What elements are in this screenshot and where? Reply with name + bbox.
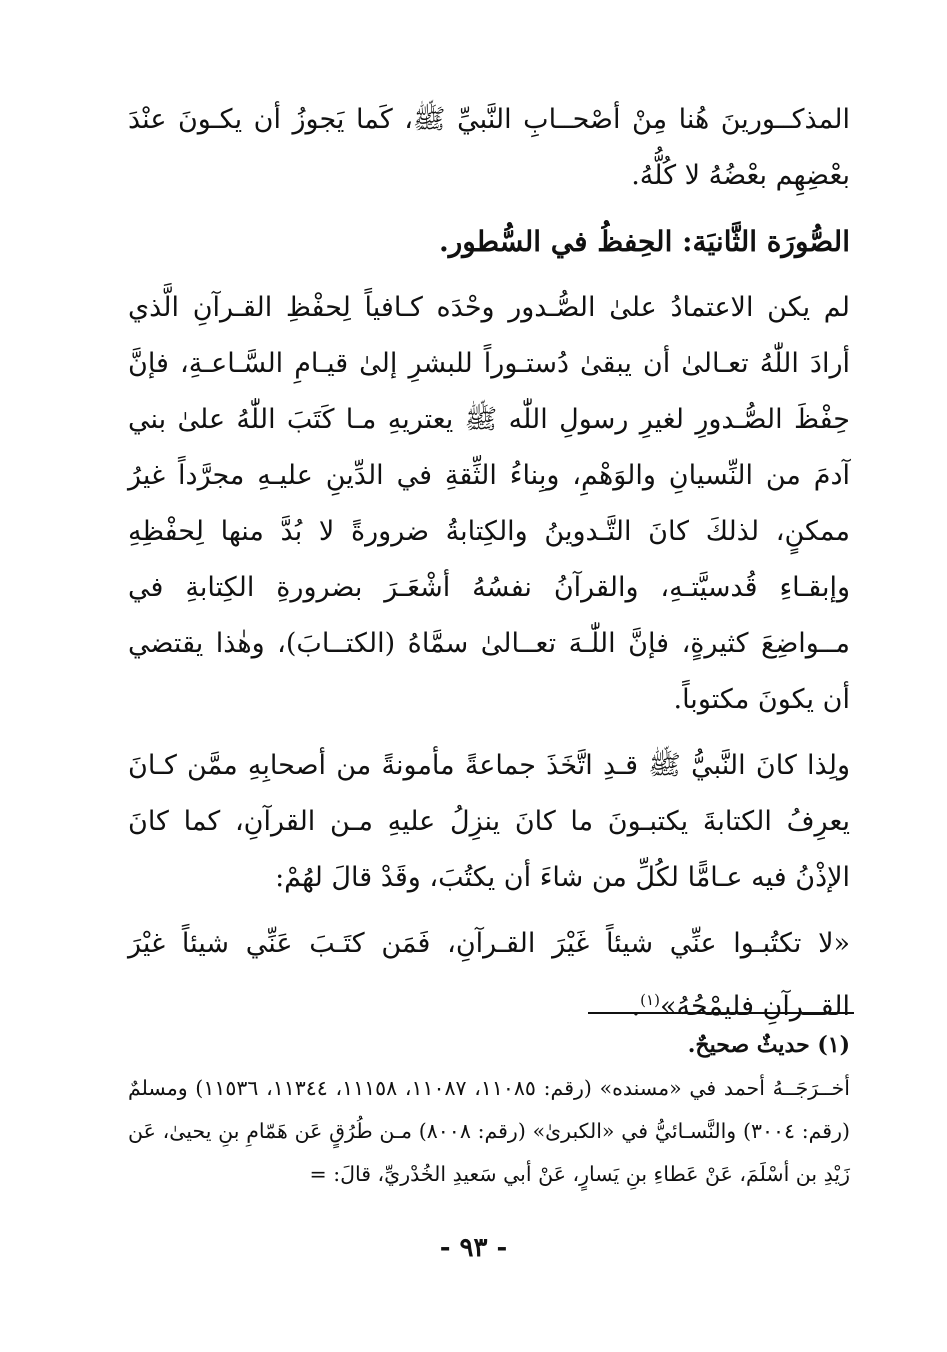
- footnote-marker: (١): [640, 991, 660, 1009]
- hadith-quote: [128, 916, 850, 1035]
- hadith-text: «لا تكتُبـوا عنِّي شيئاً غَيْرَ القـرآنِ، فَمَن كتَـبَ عَنِّي شيئاً غيْرَ القــرآنِ فليمْحُهُ»: [128, 928, 850, 1022]
- footnote-heading: (١) حديثٌ صحيحٌ.: [687, 1032, 850, 1058]
- section-heading: الصُّورَة الثَّانيَة: الحِفظُ في السُّطور.: [439, 225, 850, 258]
- paragraph-continuation: المذكــورينَ هُنا مِنْ أصْحــابِ النَّبيِّ ﷺ، كَما يَجوزُ أن يكـونَ عنْدَ بعْضِهِم بعْضُهُ لا كُلُّهُ.: [128, 104, 850, 191]
- footnote-text: أخــرَجَــهُ أحمد في «مسنده» (رقم: ١١٠٨٥، ١١٠٨٧، ١١١٥٨، ١١٣٤٤، ١١٥٣٦) ومسلمٌ (رقم: ٣٠٠٤) والنَّسـائيُّ في «الكبرىٰ» (رقم: ٨٠٠٨) مـن طُرُقٍ عَن هَمّامِ بنِ يحيىٰ، عَن زَيْدِ بن أسْلَمَ، عَنْ عَطاءِ بنِ يَسارٍ، عَنْ أبي سَعيدِ الخُدْريِّ، قالَ: =: [128, 1076, 850, 1186]
- page-number: - ٩٣ -: [439, 1233, 508, 1263]
- hadith-end-punct: .: [631, 991, 641, 1022]
- main-text: [128, 92, 850, 1035]
- paragraph-writing-necessity: لم يكن الاعتمادُ علىٰ الصُّـدور وحْدَه كـافياً لِحفْظِ القـرآنِ الَّذي أرادَ اللّٰهُ تعـالىٰ أن يبقىٰ دُستـوراً للبشرِ إلىٰ قيـامِ السَّـاعـةِ، فإنَّ حِفْظَ الصُّـدورِ لغيرِ رسولِ اللّٰه ﷺ يعتريهِ مـا كَتَبَ اللّٰهُ علىٰ بني آدمَ من النِّسيانِ والوَهْمِ، وبِناءُ الثِّقةِ في الدِّينِ عليـهِ مجرَّداً غيرُ ممكنٍ، لذلكَ كانَ التَّـدوينُ والكِتابةُ ضرورةً لا بُدَّ منها لِحفْظِهِ وإبقـاءِ قُدسيَّتـهِ، والقرآنُ نفسُهُ أشْعَـرَ بضرورةِ الكِتابةِ في مــواضِعَ كثيرةٍ، فإنَّ اللّٰـهَ تعــالىٰ سمَّاهُ (الكتــابَ)، وهٰذا يقتضي أن يكونَ مكتوباً.: [128, 292, 850, 715]
- footnotes: [128, 1024, 850, 1196]
- paragraph-scribes: ولِذا كانَ النَّبيُّ ﷺ قـدِ اتَّخَذَ جماعةً مأمونةً من أصحابِهِ ممَّن كـانَ يعرِفُ الكتابةَ يكتبـونَ ما كانَ ينزِلُ عليهِ مـن القرآنِ، كما كانَ الإذْنُ فيه عـامًّا لكُلِّ من شاءَ أن يكتُبَ، وقَدْ قالَ لهُمْ:: [128, 750, 850, 893]
- footnote-separator: [588, 1012, 854, 1014]
